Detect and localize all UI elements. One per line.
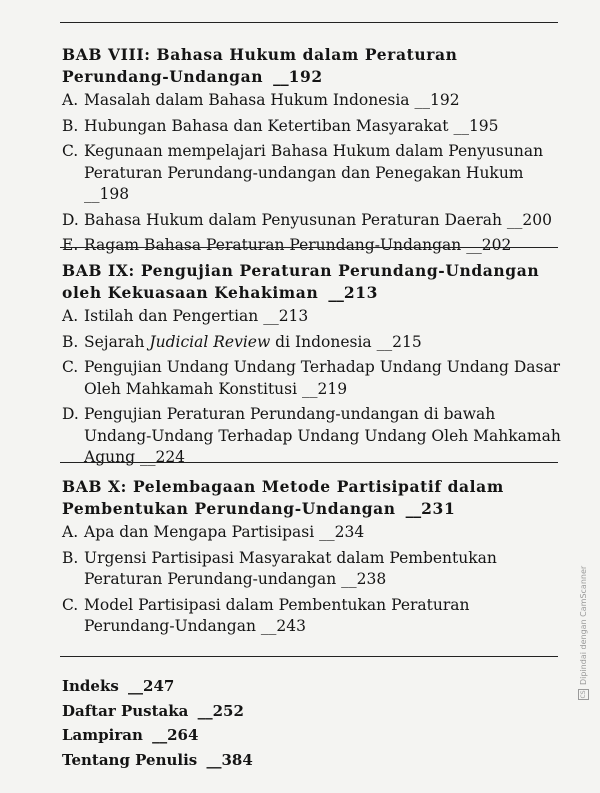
divider (60, 656, 558, 657)
divider (60, 247, 558, 248)
back-matter-entry: Tentang Penulis __ 384 (62, 748, 362, 773)
back-matter-entry: Daftar Pustaka __ 252 (62, 699, 362, 724)
page-number: __ 192 (273, 67, 323, 86)
back-matter (62, 674, 362, 772)
toc-entry: B. Urgensi Partisipasi Masyarakat dalam Pembentukan Peraturan Perundang-undangan __ 238 (62, 548, 562, 591)
toc-entry: C. Pengujian Undang Undang Terhadap Undang Undang Dasar Oleh Mahkamah Konstitusi __ 219 (62, 357, 562, 400)
page-number: __ 200 (507, 211, 552, 229)
scanner-watermark (578, 566, 589, 700)
page-number: __ 192 (414, 91, 459, 109)
toc-entry: E. Ragam Bahasa Peraturan Perundang-Undangan __ 202 (62, 235, 562, 257)
chapter-title: BAB VIII: Bahasa Hukum dalam Peraturan Perundang-Undangan __ 192 (62, 44, 562, 88)
page-number: __ 213 (328, 283, 378, 302)
chapter-title: BAB IX: Pengujian Peraturan Perundang-Undangan oleh Kekuasaan Kehakiman __ 213 (62, 260, 562, 304)
page-number: __ 198 (84, 185, 129, 203)
back-matter-entry: Lampiran __ 264 (62, 723, 362, 748)
page-number: __ 252 (198, 702, 244, 720)
page-number: __ 384 (206, 751, 252, 769)
watermark-text: Dipindai dengan CamScanner (579, 565, 588, 685)
divider (60, 22, 558, 23)
toc-entry: A. Apa dan Mengapa Partisipasi __ 234 (62, 522, 562, 544)
page-number: __ 264 (152, 726, 198, 744)
chapter-bab-9 (62, 260, 562, 473)
page-number: __ 243 (261, 617, 306, 635)
page-number: __ 215 (377, 333, 422, 351)
toc-entry: B. Sejarah Judicial Review di Indonesia __ 215 (62, 332, 562, 354)
page-number: __ 231 (406, 499, 456, 518)
back-matter-entry: Indeks __ 247 (62, 674, 362, 699)
toc-entry: A. Masalah dalam Bahasa Hukum Indonesia __ 192 (62, 90, 562, 112)
page-number: __ 224 (140, 448, 185, 466)
page-number: __ 195 (453, 117, 498, 135)
page-number: __ 202 (466, 236, 511, 254)
toc-entry: C. Model Partisipasi dalam Pembentukan Peraturan Perundang-Undangan __ 243 (62, 595, 562, 638)
camscanner-icon: CS (580, 690, 587, 699)
toc-entry: A. Istilah dan Pengertian __ 213 (62, 306, 562, 328)
toc-entry: C. Kegunaan mempelajari Bahasa Hukum dalam Penyusunan Peraturan Perundang-undangan dan Penegakan Hukum __ 198 (62, 141, 562, 206)
toc-entry: D. Pengujian Peraturan Perundang-undangan di bawah Undang-Undang Terhadap Undang Undang Oleh Mahkamah Agung __ 224 (62, 404, 562, 469)
chapter-title: BAB X: Pelembagaan Metode Partisipatif dalam Pembentukan Perundang-Undangan __ 231 (62, 476, 562, 520)
toc-entry: B. Hubungan Bahasa dan Ketertiban Masyarakat __ 195 (62, 116, 562, 138)
toc-entry: D. Bahasa Hukum dalam Penyusunan Peraturan Daerah __ 200 (62, 210, 562, 232)
divider (60, 462, 558, 463)
chapter-bab-10 (62, 476, 562, 642)
page-number: __ 234 (319, 523, 364, 541)
page-number: __ 247 (128, 677, 174, 695)
page-number: __ 219 (302, 380, 347, 398)
page-number: __ 213 (263, 307, 308, 325)
page-number: __ 238 (341, 570, 386, 588)
chapter-bab-8 (62, 44, 562, 261)
